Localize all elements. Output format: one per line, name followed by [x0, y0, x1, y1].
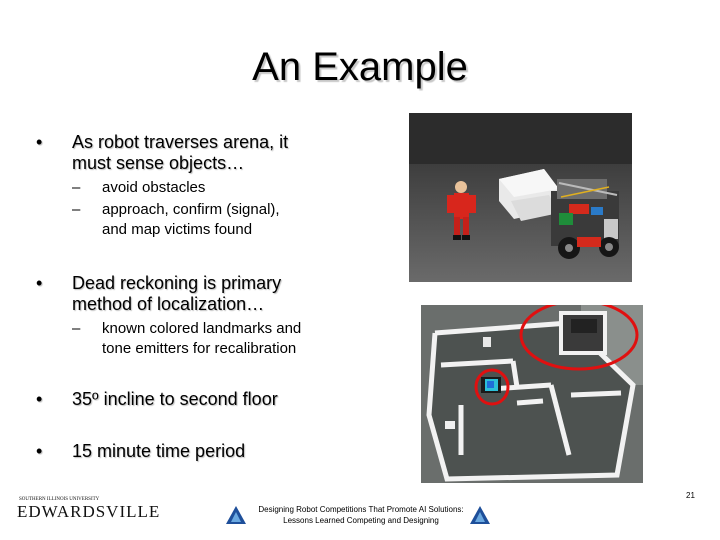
- bullet-dot: •: [36, 132, 43, 152]
- sub-1-2-line-1: approach, confirm (signal),: [102, 201, 280, 218]
- sub-dash: –: [72, 179, 81, 196]
- sub-2-1-line-2: tone emitters for recalibration: [102, 340, 297, 357]
- bullet-2-line-2: method of localization…: [72, 294, 265, 314]
- bullet-dot: •: [36, 389, 43, 409]
- aaai-icon: [470, 506, 490, 529]
- university-name: SOUTHERN ILLINOIS UNIVERSITY: [19, 497, 100, 502]
- sub-1-2-line-2: and map victims found: [102, 221, 253, 238]
- sub-dash: –: [72, 320, 81, 337]
- footer-text-line-1: Designing Robot Competitions That Promote AI Solutions:: [258, 505, 464, 514]
- sub-1-1-line-1: avoid obstacles: [102, 179, 206, 196]
- arena-top-view-photo-icon: [421, 305, 643, 483]
- robot-and-victim-photo: [409, 109, 632, 282]
- bullet-3-line-1: 35º incline to second floor: [72, 389, 278, 409]
- slide-title: An Example: [252, 45, 468, 89]
- footer-text-line-2: Lessons Learned Competing and Designing: [283, 516, 439, 525]
- edwardsville-logo: [17, 497, 161, 522]
- logo-text: EDWARDSVILLE: [17, 502, 161, 521]
- robot-and-victim-photo-icon: [409, 109, 632, 282]
- bullet-4-line-1: 15 minute time period: [72, 441, 246, 461]
- bullet-1-line-1: As robot traverses arena, it: [72, 132, 289, 152]
- footer-text: [248, 504, 474, 526]
- bullet-1-line-2: must sense objects…: [72, 153, 245, 173]
- bullet-2-line-1: Dead reckoning is primary: [72, 273, 282, 293]
- sub-dash: –: [72, 201, 81, 218]
- bullet-dot: •: [36, 441, 43, 461]
- bullet-dot: •: [36, 273, 43, 293]
- sub-2-1-line-1: known colored landmarks and: [102, 320, 302, 337]
- page-number: 21: [686, 491, 695, 500]
- aaai-icon: [226, 506, 246, 529]
- arena-top-view-photo: [421, 305, 643, 483]
